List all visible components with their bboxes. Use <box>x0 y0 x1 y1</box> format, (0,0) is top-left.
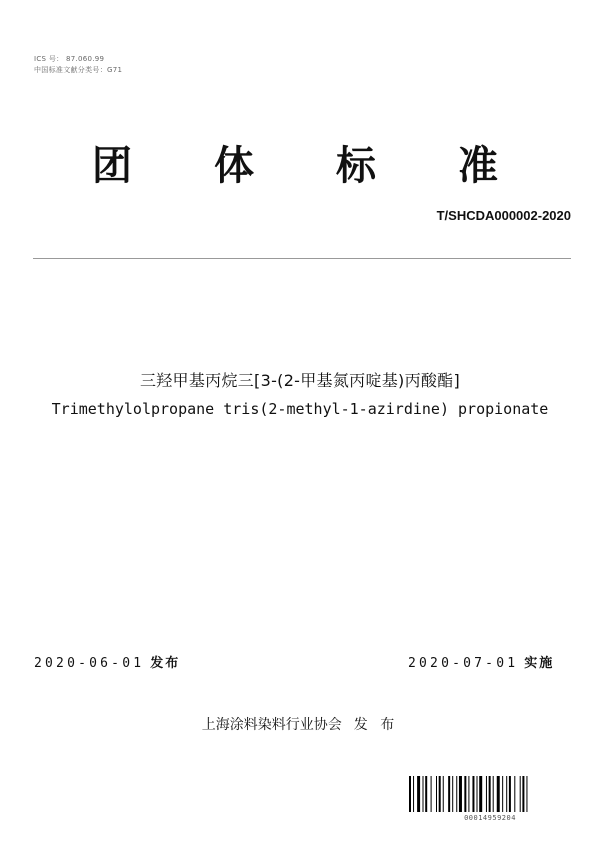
barcode-bar <box>502 776 503 812</box>
effective-date-line <box>408 652 554 671</box>
release-label: 发布 <box>150 656 181 671</box>
ccs-code: 中国标准文献分类号：G71 <box>34 66 123 74</box>
barcode-bar <box>436 776 437 812</box>
barcode-bar <box>509 776 511 812</box>
publisher-label: 发 布 <box>353 717 399 733</box>
header-divider <box>33 258 571 259</box>
barcode-bar <box>486 776 487 812</box>
title-char-3: 标 <box>336 143 376 189</box>
release-date: 2020-06-01 <box>34 656 145 671</box>
barcode-bar <box>431 776 432 812</box>
publisher-name: 上海涂料染料行业协会 <box>201 717 342 733</box>
release-date-line <box>34 652 180 671</box>
barcode-bar <box>479 776 482 812</box>
barcode-bar <box>448 776 450 812</box>
title-char-2: 体 <box>214 143 254 189</box>
barcode-bar <box>522 776 524 812</box>
document-type-title <box>0 134 600 189</box>
barcode-bar <box>526 776 527 812</box>
barcode-bar <box>417 776 420 812</box>
barcode-image <box>409 776 571 812</box>
barcode-bar <box>409 776 411 812</box>
barcode-bar <box>506 776 507 812</box>
barcode-bar <box>423 776 424 812</box>
ics-code: ICS 号： 87.060.99 <box>34 55 105 63</box>
barcode-bar <box>459 776 462 812</box>
title-char-4: 准 <box>458 143 498 189</box>
barcode-bar <box>497 776 500 812</box>
standard-title-chinese: 三羟甲基丙烷三[3-(2-甲基氮丙啶基)丙酸酯] <box>139 371 461 390</box>
standard-number: T/SHCDA000002-2020 <box>436 208 571 223</box>
barcode-bar <box>489 776 491 812</box>
barcode-bar <box>468 776 469 812</box>
barcode-bar <box>514 776 515 812</box>
barcode-bar <box>493 776 494 812</box>
barcode-bar <box>520 776 521 812</box>
effective-label: 实施 <box>524 656 555 671</box>
barcode-bar <box>425 776 427 812</box>
barcode-bar <box>452 776 453 812</box>
standard-title-english: Trimethylolpropane tris(2-methyl-1-azirdine) propionate <box>51 400 549 418</box>
barcode-bar <box>443 776 444 812</box>
barcode-bar <box>477 776 478 812</box>
barcode-bar <box>413 776 414 812</box>
barcode-number: 00014959204 <box>464 814 516 822</box>
barcode-bar <box>456 776 457 812</box>
title-char-1: 团 <box>92 143 132 189</box>
barcode-bar <box>464 776 466 812</box>
barcode-bar <box>472 776 474 812</box>
effective-date: 2020-07-01 <box>408 656 519 671</box>
barcode-bar <box>439 776 441 812</box>
publisher-line <box>0 714 600 734</box>
